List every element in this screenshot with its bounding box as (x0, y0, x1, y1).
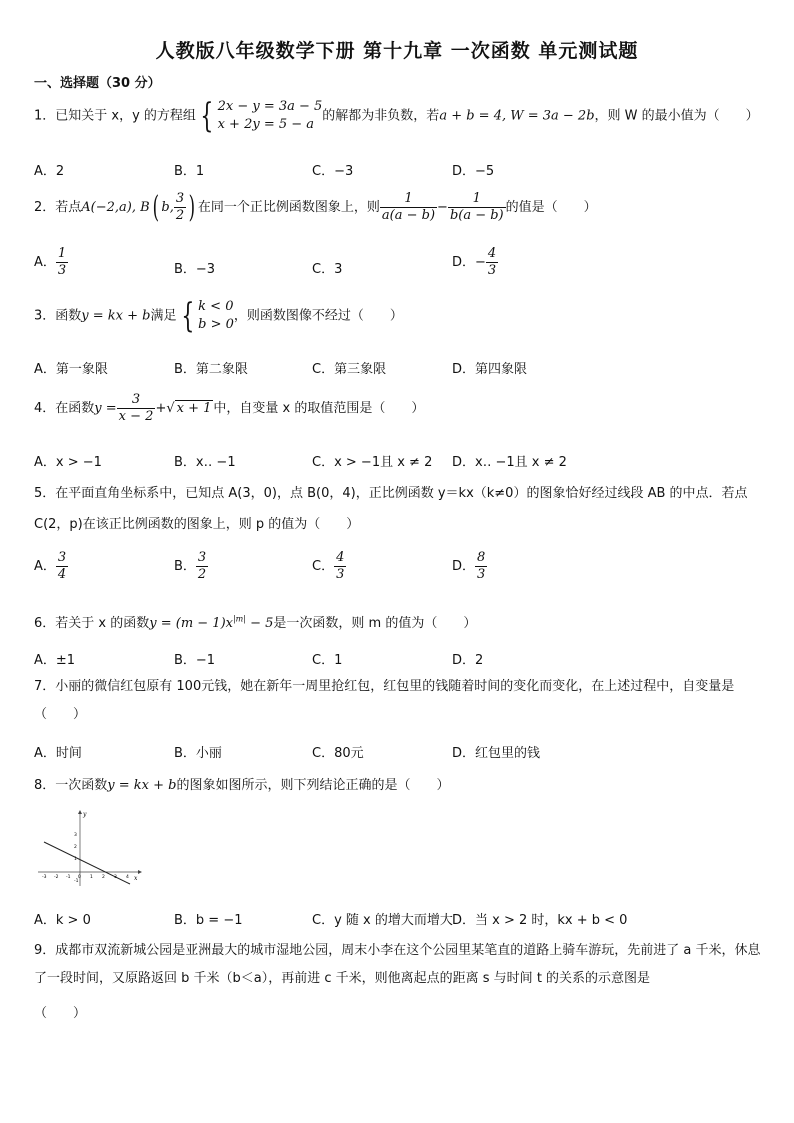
question-number: 3． (34, 308, 56, 324)
option-a[interactable]: A． $\frac{3}{4}$ (34, 550, 67, 582)
question-text: 的解都为非负数，若 (322, 108, 440, 124)
x-axis-label: x (134, 875, 138, 882)
question-number: 6． (34, 616, 56, 631)
question-text: ，则 W 的最小值为（ ） (594, 108, 759, 124)
question-2 (34, 190, 597, 225)
question-text: 若关于 x 的函数 (55, 616, 150, 631)
x-axis-arrow (138, 870, 142, 874)
x-tick-label: -1 (66, 875, 71, 880)
y-tick-label: 2 (74, 845, 77, 850)
option-c[interactable]: C． $\frac{4}{3}$ (312, 550, 345, 582)
x-tick-label: -2 (54, 875, 59, 880)
option-b[interactable]: B．−1 (174, 653, 216, 668)
answer-paren: （ ） (34, 1006, 87, 1021)
option-c[interactable]: C．1 (312, 653, 343, 668)
y-axis-arrow (78, 810, 82, 814)
point-expr: A(−2,a), B (81, 200, 150, 215)
option-c[interactable]: C．3 (312, 262, 343, 277)
option-a[interactable]: A．k > 0 (34, 913, 91, 928)
section-heading: 一、选择题（30 分） (34, 76, 161, 91)
question-number: 1． (34, 108, 56, 124)
equation-system (218, 98, 323, 134)
function-expr: y = (m − 1)x (149, 616, 233, 631)
x-tick-label: 1 (90, 875, 93, 880)
option-c[interactable]: C．x > −1且 x ≠ 2 (312, 455, 433, 470)
x-tick-label: 3 (114, 875, 117, 880)
option-d[interactable]: D． $\frac{8}{3}$ (452, 550, 486, 582)
option-d[interactable]: D．− $\frac{4}{3}$ (452, 246, 497, 278)
option-b[interactable]: B．第二象限 (174, 362, 248, 377)
x-tick-label: -3 (42, 875, 47, 880)
paren-right: ) (188, 190, 196, 225)
plus-sign: + (155, 401, 167, 416)
option-d[interactable]: D．2 (452, 653, 484, 668)
fraction: $\frac{3}{x - 2}$ (118, 392, 154, 424)
x-tick-label: 0 (78, 875, 81, 880)
question-5-line1: 5．在平面直角坐标系中，已知点 A(3，0)，点 B(0，4)，正比例函数 y＝kx（k≠0）的图象恰好经过线段 AB 的中点．若点 (34, 486, 748, 501)
y-tick-label: 1 (74, 857, 77, 862)
option-a[interactable]: A．±1 (34, 653, 76, 668)
question-7: 7．小丽的微信红包原有 100元钱，她在新年一周里抢红包，红包里的钱随着时间的变化而变化，在上述过程中，自变量是（ ） (34, 679, 735, 722)
option-d[interactable]: D．红包里的钱 (452, 746, 541, 761)
y-tick-label: -1 (74, 879, 79, 884)
paren-left: ( (152, 190, 159, 225)
option-a[interactable]: A．第一象限 (34, 362, 108, 377)
option-c[interactable]: C．−3 (312, 164, 354, 179)
option-b[interactable]: B．x‥ −1 (174, 455, 236, 470)
condition-system: k < 0 b > 0 (198, 299, 234, 332)
question-1 (34, 98, 759, 134)
option-a[interactable]: A．2 (34, 164, 65, 179)
function-graph (34, 808, 144, 890)
option-b[interactable]: B．−3 (174, 262, 216, 277)
question-text: ，则函数图像不经过（ ） (233, 308, 403, 324)
function-expr: y = kx + b (81, 308, 151, 324)
equation-2: x + 2y = 5 − a (217, 117, 315, 132)
condition: a + b = 4, W = 3a − 2b (439, 108, 595, 124)
question-number: 4． (34, 401, 56, 416)
option-a[interactable]: A．x > −1 (34, 455, 102, 470)
function-y: y = (94, 401, 117, 416)
option-d[interactable]: D．x‥ −1且 x ≠ 2 (452, 455, 567, 470)
fraction-1: $\frac{1}{a(a - b)}$ (381, 191, 436, 223)
question-5-line2: C(2，p)在该正比例函数的图象上，则 p 的值为（ ） (34, 517, 360, 532)
option-b[interactable]: B． $\frac{3}{2}$ (174, 550, 207, 582)
option-a[interactable]: A． $\frac{1}{3}$ (34, 246, 67, 278)
question-text: 的图象如图所示，则下列结论正确的是（ ） (176, 778, 450, 793)
equation-1: 2x − y = 3a − 5 (217, 99, 323, 114)
question-text: 的值是（ ） (505, 200, 597, 215)
question-3 (34, 298, 403, 334)
y-axis-label: y (83, 811, 87, 818)
question-number: 8． (34, 778, 56, 793)
question-number: 2． (34, 200, 56, 215)
option-b[interactable]: B．1 (174, 164, 205, 179)
function-expr: − 5 (245, 616, 274, 631)
brace-symbol: { (200, 96, 214, 136)
fraction-2: $\frac{1}{b(a - b)}$ (449, 191, 504, 223)
option-c[interactable]: C．第三象限 (312, 362, 387, 377)
question-text: 一次函数 (55, 778, 108, 793)
x-tick-label: 4 (126, 875, 129, 880)
option-d[interactable]: D．当 x > 2 时，kx + b < 0 (452, 913, 628, 928)
option-c[interactable]: C．y 随 x 的增大而增大 (312, 913, 453, 928)
fraction: $\frac{3}{2}$ (175, 191, 185, 223)
option-b[interactable]: B．b = −1 (174, 913, 243, 928)
sqrt-expr: √ x + 1 (166, 401, 212, 416)
question-6 (34, 612, 476, 631)
point-b-x: b, (161, 200, 174, 215)
question-text: 满足 (150, 308, 177, 324)
question-text: 已知关于 x，y 的方程组 (55, 108, 196, 124)
question-text: 函数 (55, 308, 82, 324)
question-text: 是一次函数，则 m 的值为（ ） (273, 616, 477, 631)
question-text: 若点 (55, 200, 82, 215)
brace-symbol: { (180, 296, 194, 336)
option-a[interactable]: A．时间 (34, 746, 82, 761)
question-text: 中，自变量 x 的取值范围是（ ） (213, 401, 425, 416)
option-c[interactable]: C．80元 (312, 746, 364, 761)
function-expr: y = kx + b (107, 778, 177, 793)
option-b[interactable]: B．小丽 (174, 746, 222, 761)
minus-sign: − (437, 200, 448, 215)
option-d[interactable]: D．第四象限 (452, 362, 528, 377)
exponent: |m| (232, 614, 246, 624)
question-8 (34, 774, 450, 793)
question-9: 9．成都市双流新城公园是亚洲最大的城市湿地公园，周末小李在这个公园里某笔直的道路上骑车游玩，先前进了 a 千米，休息了一段时间，又原路返回 b 千米（b＜a），再前进 c 千米，则他离起点的距离 s 与时间 t 的关系的示意图是 (34, 943, 761, 986)
question-text: 在同一个正比例函数图象上，则 (197, 200, 380, 215)
page-title: 人教版八年级数学下册 第十九章 一次函数 单元测试题 (155, 40, 639, 62)
y-tick-label: 3 (74, 833, 77, 838)
option-d[interactable]: D．−5 (452, 164, 495, 179)
x-tick-label: 2 (102, 875, 105, 880)
question-text: 在函数 (55, 401, 95, 416)
question-4 (34, 392, 424, 425)
